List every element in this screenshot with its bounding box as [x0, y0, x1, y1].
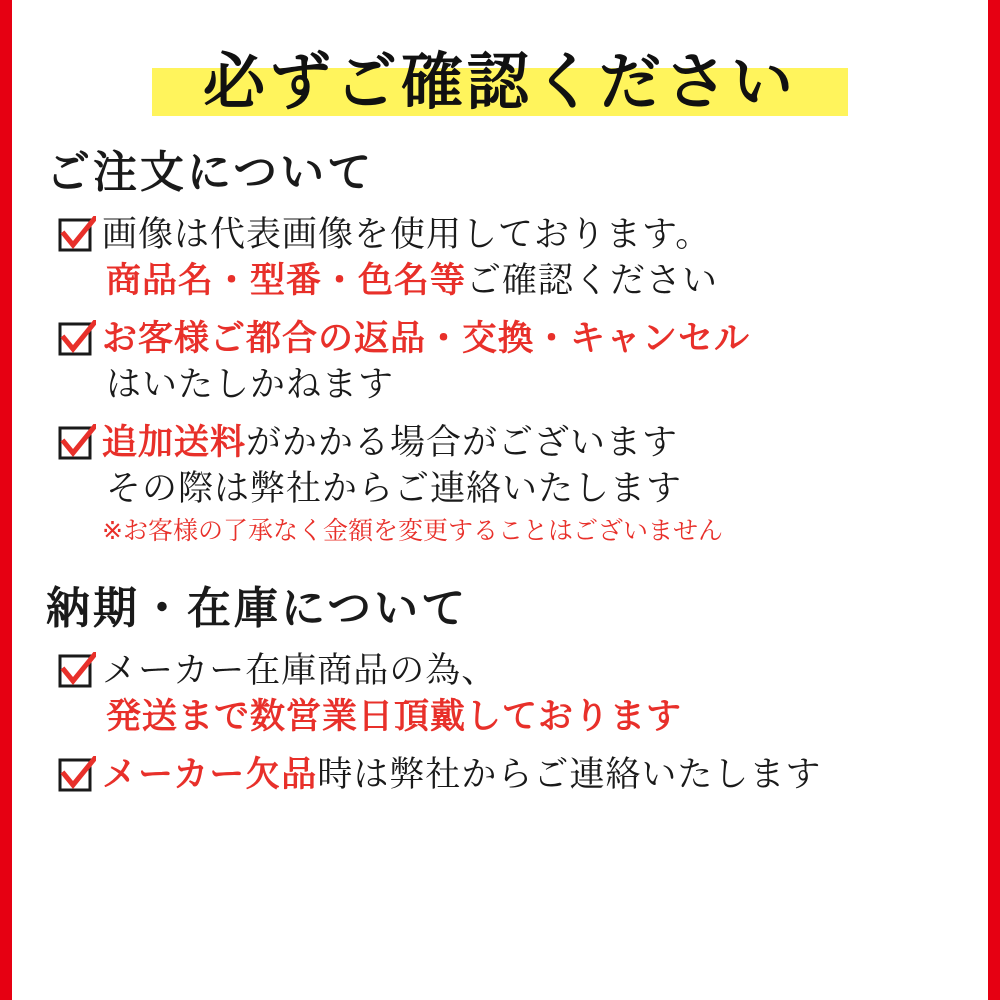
text-segment: メーカー在庫商品の為、: [102, 651, 498, 691]
text-segment: 時は弊社からご連絡いたします: [317, 755, 822, 795]
list-item-note: ※お客様の了承なく金額を変更することはございません: [102, 516, 723, 545]
list-item-line: [102, 362, 988, 408]
text-segment-emphasis: お客様ご都合の返品・交換・キャンセル: [102, 319, 751, 359]
checkbox-checked-icon: [58, 216, 96, 254]
page-title-text: 必ずご確認ください: [202, 45, 797, 118]
list-item-line: [102, 258, 988, 304]
list-item-line: [102, 420, 988, 466]
list-item-line: [102, 648, 988, 694]
list-item-line: [102, 694, 988, 740]
left-red-bar: [0, 0, 12, 1000]
text-segment-emphasis: 発送まで数営業日頂戴しております: [106, 697, 683, 737]
text-segment-emphasis: 商品名・型番・色名等: [106, 261, 467, 301]
list-item: [46, 420, 988, 550]
list-item: [46, 316, 988, 408]
right-red-bar: [988, 0, 1000, 1000]
text-segment: がかかる場合がございます: [246, 423, 679, 463]
notice-content: [12, 0, 988, 1000]
checkbox-checked-icon: [58, 424, 96, 462]
section-heading: ご注文について: [46, 147, 375, 198]
page-title: [12, 34, 988, 130]
list-item: [46, 752, 988, 798]
list-item: [46, 648, 988, 740]
checkbox-checked-icon: [58, 320, 96, 358]
list-item: [46, 212, 988, 304]
checkbox-checked-icon: [58, 756, 96, 794]
section-heading: 納期・在庫について: [46, 583, 469, 634]
list-item-line: [102, 752, 988, 798]
text-segment: その際は弊社からご連絡いたします: [106, 469, 683, 509]
list-item-line: [102, 316, 988, 362]
section-delivery-stock: [12, 572, 988, 798]
text-segment-emphasis: 追加送料: [102, 423, 247, 463]
text-segment: 画像は代表画像を使用しております。: [102, 215, 712, 255]
text-segment: ご確認ください: [466, 261, 719, 301]
text-segment-emphasis: メーカー欠品: [102, 755, 318, 795]
list-item-line: [102, 212, 988, 258]
text-segment: はいたしかねます: [106, 365, 395, 405]
checkbox-checked-icon: [58, 652, 96, 690]
section-orders: [12, 136, 988, 550]
list-item-line: [102, 466, 988, 512]
